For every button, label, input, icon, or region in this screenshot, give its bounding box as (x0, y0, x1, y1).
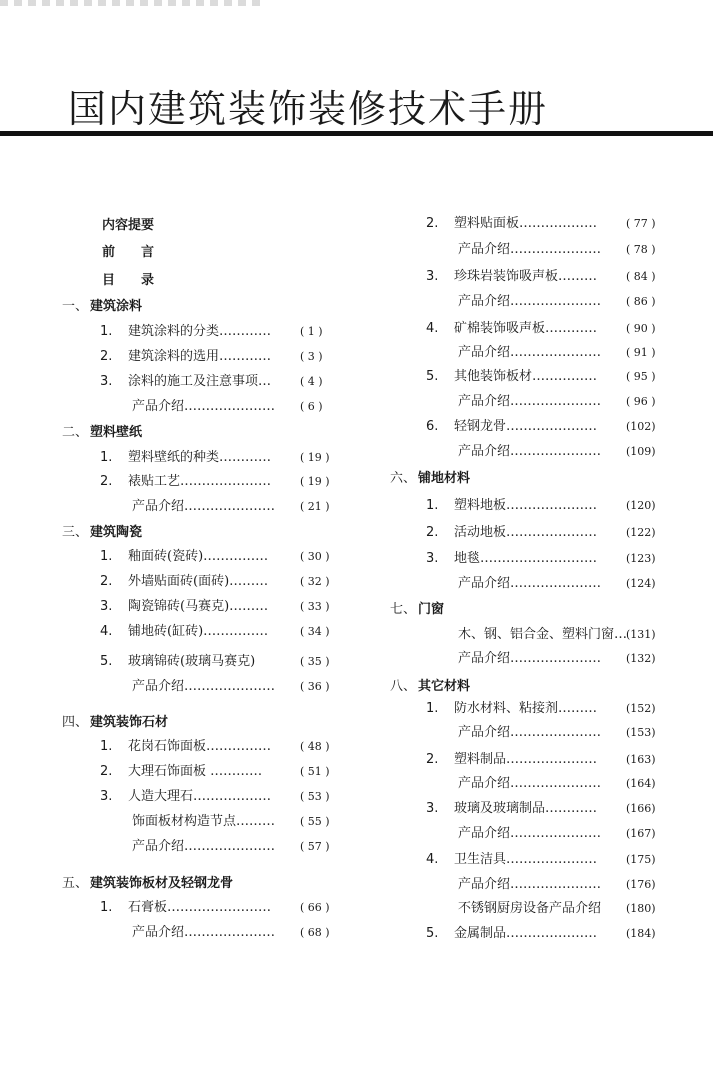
toc-label: 前 言 (102, 245, 155, 260)
toc-number: 3. (100, 789, 113, 804)
toc-label: 塑料地板………………… (454, 498, 598, 513)
toc-label: 塑料贴面板……………… (454, 216, 598, 231)
toc-page-number: (152) (626, 702, 656, 715)
toc-number: 5. (100, 654, 113, 669)
toc-section-heading (62, 422, 142, 444)
toc-entry (426, 749, 597, 771)
toc-entry (132, 396, 275, 418)
toc-entry (426, 849, 597, 871)
toc-page-number: ( 34 ) (300, 625, 330, 638)
toc-entry (458, 874, 601, 896)
toc-page-number: ( 78 ) (626, 243, 656, 256)
toc-entry (100, 761, 262, 783)
toc-label: 玻璃锦砖(玻璃马赛克) (128, 654, 256, 669)
toc-number: 1. (100, 324, 113, 339)
toc-page-number: (184) (626, 927, 656, 940)
toc-label: 门窗 (418, 602, 445, 617)
toc-number: 3. (100, 374, 113, 389)
toc-page-number: ( 91 ) (626, 346, 656, 359)
toc-section-heading (390, 468, 470, 490)
toc-number: 四、 (62, 715, 89, 730)
toc-number: 七、 (390, 602, 417, 617)
toc-entry (458, 573, 601, 595)
toc-label: 轻钢龙骨………………… (454, 419, 598, 434)
toc-entry (426, 416, 597, 438)
toc-entry (458, 898, 601, 920)
toc-entry (426, 548, 597, 570)
toc-entry (132, 496, 275, 518)
toc-label: 内容提要 (102, 218, 155, 233)
toc-entry (132, 676, 275, 698)
toc-entry (132, 836, 275, 858)
toc-page-number: (109) (626, 445, 656, 458)
toc-number: 3. (426, 269, 439, 284)
toc-label: 塑料制品………………… (454, 752, 598, 767)
toc-entry (426, 318, 597, 340)
toc-page-number: ( 19 ) (300, 475, 330, 488)
toc-label: 釉面砖(瓷砖)…………… (128, 549, 269, 564)
toc-label: 产品介绍………………… (458, 776, 602, 791)
toc-label: 产品介绍………………… (458, 294, 602, 309)
toc-page-number: ( 86 ) (626, 295, 656, 308)
toc-label: 矿棉装饰吸声板………… (454, 321, 598, 336)
toc-label: 产品介绍………………… (132, 679, 276, 694)
toc-entry (100, 346, 271, 368)
toc-section-heading (62, 296, 142, 318)
toc-number: 4. (426, 321, 439, 336)
toc-label: 产品介绍………………… (458, 242, 602, 257)
toc-number: 1. (426, 701, 439, 716)
toc-label: 产品介绍………………… (458, 725, 602, 740)
toc-label: 不锈钢厨房设备产品介绍 (458, 901, 602, 916)
toc-label: 石膏板…………………… (128, 900, 272, 915)
toc-entry (426, 923, 597, 945)
toc-label: 人造大理石……………… (128, 789, 272, 804)
toc-label: 产品介绍………………… (458, 576, 602, 591)
toc-label: 产品介绍………………… (458, 444, 602, 459)
toc-label: 木、钢、铝合金、塑料门窗… (458, 627, 628, 642)
toc-number: 1. (100, 450, 113, 465)
toc-label: 目 录 (102, 273, 155, 288)
toc-label: 外墙贴面砖(面砖)……… (128, 574, 269, 589)
toc-label: 饰面板材构造节点……… (132, 814, 276, 829)
toc-section-heading (390, 676, 470, 698)
toc-number: 2. (100, 764, 113, 779)
scan-artifact (0, 0, 260, 6)
toc-page-number: ( 95 ) (626, 370, 656, 383)
toc-page-number: (176) (626, 878, 656, 891)
toc-entry (458, 391, 601, 413)
toc-page-number: ( 77 ) (626, 217, 656, 230)
toc-label: 产品介绍………………… (458, 345, 602, 360)
toc-number: 2. (100, 574, 113, 589)
toc-number: 5. (426, 369, 439, 384)
toc-section-heading (62, 712, 168, 734)
toc-page-number: ( 48 ) (300, 740, 330, 753)
toc-label: 产品介绍………………… (132, 399, 276, 414)
toc-label: 产品介绍………………… (458, 826, 602, 841)
toc-label: 建筑涂料的选用………… (128, 349, 272, 364)
toc-entry (458, 239, 601, 261)
toc-page-number: ( 57 ) (300, 840, 330, 853)
toc-page-number: ( 19 ) (300, 451, 330, 464)
toc-label: 产品介绍………………… (132, 499, 276, 514)
toc-number: 2. (426, 752, 439, 767)
toc-label: 产品介绍………………… (458, 877, 602, 892)
toc-section-heading (390, 599, 444, 621)
toc-entry (100, 546, 268, 568)
toc-entry (458, 773, 601, 795)
toc-entry (458, 648, 601, 670)
toc-number: 6. (426, 419, 439, 434)
toc-page-number: ( 6 ) (300, 400, 323, 413)
toc-number: 4. (426, 852, 439, 867)
toc-entry (426, 495, 597, 517)
toc-number: 4. (100, 624, 113, 639)
toc-entry (100, 571, 268, 593)
toc-number: 1. (100, 549, 113, 564)
toc-entry (458, 823, 601, 845)
toc-entry (100, 471, 271, 493)
toc-page-number: ( 90 ) (626, 322, 656, 335)
toc-label: 塑料壁纸的种类………… (128, 450, 272, 465)
toc-page-number: ( 32 ) (300, 575, 330, 588)
toc-number: 六、 (390, 471, 417, 486)
toc-label: 地毯……………………… (454, 551, 598, 566)
toc-label: 建筑陶瓷 (90, 525, 143, 540)
toc-label: 防水材料、粘接剂……… (454, 701, 598, 716)
toc-entry (100, 447, 271, 469)
toc-page-number: ( 55 ) (300, 815, 330, 828)
toc-entry (100, 897, 271, 919)
toc-page-number: (122) (626, 526, 656, 539)
toc-entry (458, 291, 601, 313)
toc-section-heading (62, 522, 142, 544)
toc-number: 1. (100, 900, 113, 915)
toc-entry (458, 722, 601, 744)
toc-label: 活动地板………………… (454, 525, 598, 540)
toc-page-number: (164) (626, 777, 656, 790)
toc-label: 建筑装饰石材 (90, 715, 169, 730)
toc-page-number: ( 96 ) (626, 395, 656, 408)
toc-front-matter (102, 215, 154, 237)
toc-label: 铺地材料 (418, 471, 471, 486)
title-rule (0, 131, 713, 136)
toc-label: 其他装饰板材…………… (454, 369, 598, 384)
toc-page-number: ( 84 ) (626, 270, 656, 283)
toc-entry (132, 922, 275, 944)
toc-number: 1. (100, 739, 113, 754)
toc-entry (100, 786, 271, 808)
toc-page-number: ( 53 ) (300, 790, 330, 803)
toc-label: 陶瓷锦砖(马赛克)……… (128, 599, 269, 614)
toc-entry (458, 342, 601, 364)
toc-number: 八、 (390, 679, 417, 694)
toc-front-matter (102, 270, 154, 292)
toc-label: 产品介绍………………… (132, 839, 276, 854)
toc-entry (426, 698, 597, 720)
toc-number: 2. (100, 474, 113, 489)
toc-page-number: ( 66 ) (300, 901, 330, 914)
toc-label: 其它材料 (418, 679, 471, 694)
toc-page-number: ( 30 ) (300, 550, 330, 563)
toc-page-number: ( 36 ) (300, 680, 330, 693)
toc-number: 五、 (62, 876, 89, 891)
toc-page-number: (175) (626, 853, 656, 866)
toc-page-number: (167) (626, 827, 656, 840)
toc-number: 二、 (62, 425, 89, 440)
toc-number: 2. (100, 349, 113, 364)
toc-label: 产品介绍………………… (458, 651, 602, 666)
toc-label: 裱贴工艺………………… (128, 474, 272, 489)
toc-entry (426, 213, 597, 235)
toc-section-heading (62, 873, 233, 895)
toc-page-number: (153) (626, 726, 656, 739)
toc-number: 3. (426, 801, 439, 816)
toc-label: 珍珠岩装饰吸声板……… (454, 269, 598, 284)
toc-page-number: (131) (626, 628, 656, 641)
toc-entry (100, 321, 271, 343)
toc-label: 铺地砖(缸砖)…………… (128, 624, 269, 639)
toc-number: 2. (426, 216, 439, 231)
toc-entry (426, 522, 597, 544)
toc-page-number: ( 68 ) (300, 926, 330, 939)
toc-number: 5. (426, 926, 439, 941)
toc-entry (458, 441, 601, 463)
toc-page-number: ( 35 ) (300, 655, 330, 668)
toc-entry (426, 366, 597, 388)
toc-label: 建筑涂料 (90, 299, 143, 314)
toc-label: 塑料壁纸 (90, 425, 143, 440)
toc-entry (100, 371, 271, 393)
toc-entry (100, 596, 268, 618)
toc-page-number: (120) (626, 499, 656, 512)
toc-page-number: ( 1 ) (300, 325, 323, 338)
toc-page-number: ( 3 ) (300, 350, 323, 363)
toc-label: 产品介绍………………… (458, 394, 602, 409)
toc-page-number: (163) (626, 753, 656, 766)
toc-label: 玻璃及玻璃制品………… (454, 801, 598, 816)
book-title: 国内建筑装饰装修技术手册 (68, 87, 549, 131)
toc-page-number: ( 4 ) (300, 375, 323, 388)
toc-number: 三、 (62, 525, 89, 540)
toc-page-number: ( 51 ) (300, 765, 330, 778)
toc-number: 1. (426, 498, 439, 513)
toc-entry (100, 651, 255, 673)
toc-label: 大理石饰面板 ………… (128, 764, 263, 779)
toc-page-number: (102) (626, 420, 656, 433)
toc-entry (426, 798, 597, 820)
toc-page-number: (132) (626, 652, 656, 665)
toc-page-number: (124) (626, 577, 656, 590)
toc-entry (458, 624, 627, 646)
toc-page-number: ( 33 ) (300, 600, 330, 613)
toc-label: 建筑装饰板材及轻钢龙骨 (90, 876, 234, 891)
toc-label: 花岗石饰面板…………… (128, 739, 272, 754)
toc-page-number: (123) (626, 552, 656, 565)
toc-page-number: ( 21 ) (300, 500, 330, 513)
toc-front-matter (102, 242, 154, 264)
toc-entry (100, 621, 268, 643)
toc-number: 3. (100, 599, 113, 614)
toc-page-number: (180) (626, 902, 656, 915)
toc-label: 涂料的施工及注意事项… (128, 374, 272, 389)
toc-number: 3. (426, 551, 439, 566)
toc-label: 金属制品………………… (454, 926, 598, 941)
toc-label: 卫生洁具………………… (454, 852, 598, 867)
toc-entry (426, 266, 597, 288)
toc-number: 一、 (62, 299, 89, 314)
toc-entry (100, 736, 271, 758)
toc-number: 2. (426, 525, 439, 540)
toc-label: 产品介绍………………… (132, 925, 276, 940)
toc-entry (132, 811, 275, 833)
toc-label: 建筑涂料的分类………… (128, 324, 272, 339)
toc-page-number: (166) (626, 802, 656, 815)
